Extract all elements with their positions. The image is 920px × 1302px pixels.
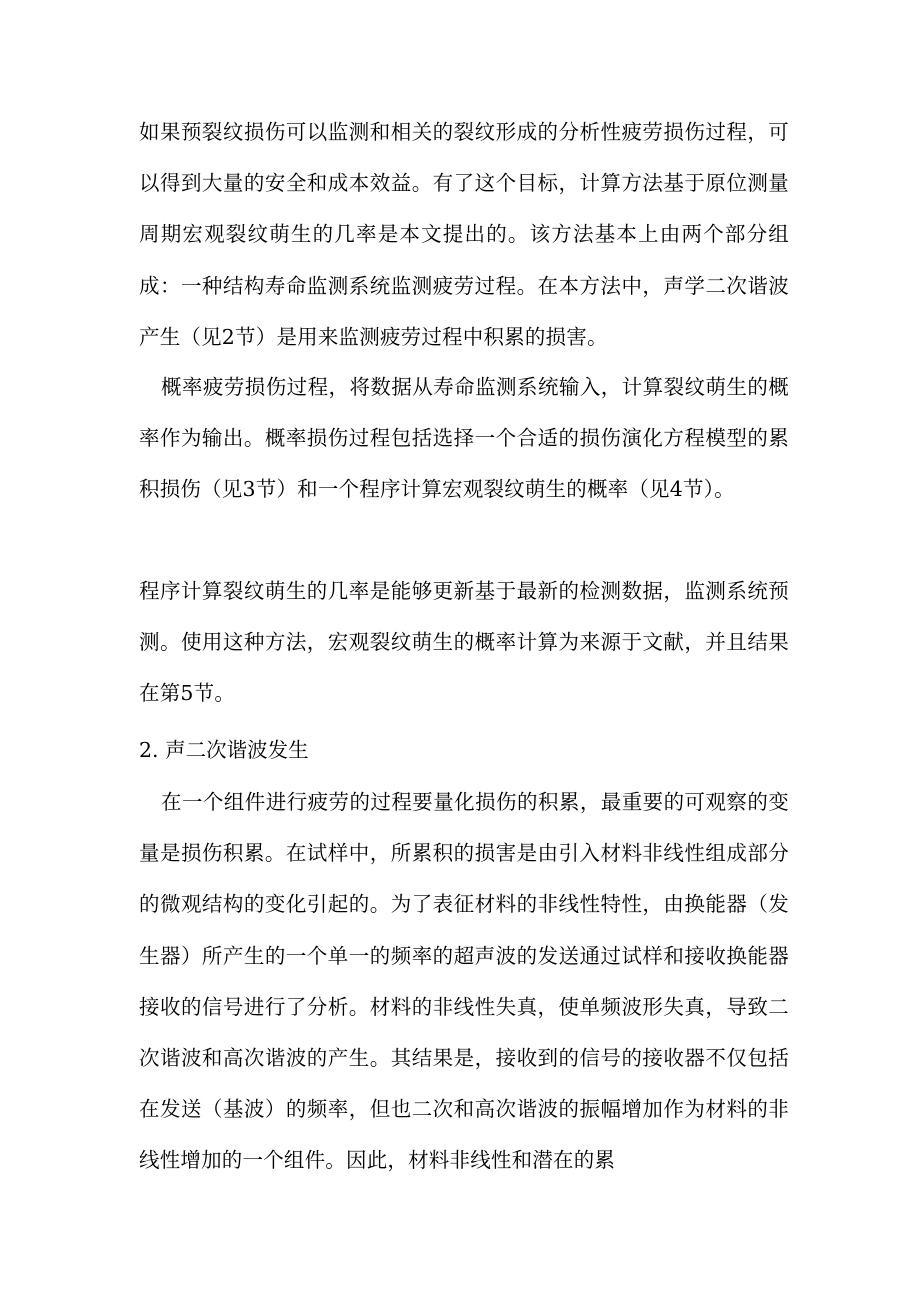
- paragraph-section-body: 在一个组件进行疲劳的过程要量化损伤的积累，最重要的可观察的变量是损伤积累。在试样中，所累积的损害是由引入材料非线性组成部分的微观结构的变化引起的。为了表征材料的非线性特性，由换能器（发生器）所产生的一个单一的频率的超声波的发送通过试样和接收换能器接收的信号进行了分析。材料的非线性失真，使单频波形失真，导致二次谐波和高次谐波的产生。其结果是，接收到的信号的接收器不仅包括在发送（基波）的频率，但也二次和高次谐波的振幅增加作为材料的非线性增加的一个组件。因此，材料非线性和潜在的累: [139, 790, 789, 1173]
- paragraph-intro: 如果预裂纹损伤可以监测和相关的裂纹形成的分析性疲劳损伤过程，可以得到大量的安全和成本效益。有了这个目标，计算方法基于原位测量周期宏观裂纹萌生的几率是本文提出的。该方法基本上由两个部分组成：一种结构寿命监测系统监测疲劳过程。在本方法中，声学二次谐波产生（见2节）是用来监测疲劳过程中积累的损害。: [139, 120, 789, 349]
- section-heading: 2. 声二次谐波发生: [139, 738, 309, 762]
- paragraph-procedure: 程序计算裂纹萌生的几率是能够更新基于最新的检测数据，监测系统预测。使用这种方法，宏观裂纹萌生的概率计算为来源于文献，并且结果在第5节。: [139, 579, 789, 706]
- paragraph-probability: 概率疲劳损伤过程，将数据从寿命监测系统输入，计算裂纹萌生的概率作为输出。概率损伤过程包括选择一个合适的损伤演化方程模型的累积损伤（见3节）和一个程序计算宏观裂纹萌生的概率（见4节）。: [139, 375, 789, 502]
